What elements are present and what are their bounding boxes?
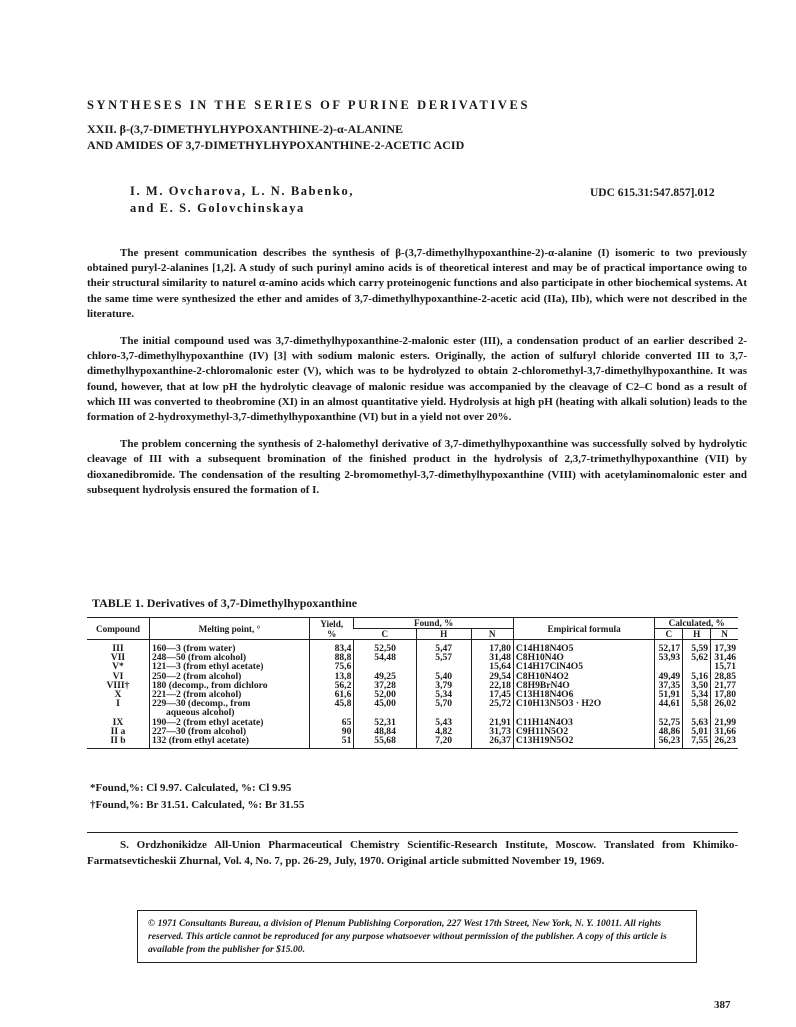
melting-point-cell: 190—2 (from ethyl acetate) — [149, 718, 309, 727]
col-melting-point: Melting point, ° — [149, 618, 309, 640]
found-h-cell: 5,57 — [416, 653, 471, 662]
formula-cell: C14H18N4O5 — [513, 640, 654, 654]
calc-n-cell: 17,39 — [711, 640, 738, 654]
table-caption: TABLE 1. Derivatives of 3,7-Dimethylhypoxanthine — [92, 596, 358, 610]
paragraph: The problem concerning the synthesis of 2-halomethyl derivative of 3,7-dimethylhypoxanthine was successfully solved by hydrolytic cleavage of III with a subsequent bromination of the finished product in the hydrolysis of 2,3,7-trimethylhypoxanthine (VII) by dioxanedibromide. The condensation of the resulting 2-bromomethyl-3,7-dimethylhypoxanthine (VIII) with acetylaminomalonic ester and subsequent hydrolysis ensured the formation of I. — [87, 438, 747, 496]
found-n-cell: 26,37 — [471, 736, 513, 749]
formula-cell: C10H13N5O3 · H2O — [513, 699, 654, 708]
found-h-cell: 7,20 — [416, 736, 471, 749]
compound-cell: VI — [112, 670, 124, 682]
paragraph: The initial compound used was 3,7-dimethylhypoxanthine-2-malonic ester (III), a condensation product of an earlier described 2-chloro-3,7-dimethylhypoxanthine (IV) [3] with sodium malonic esters. Originally, the action of sulfuryl chloride converted III to 3,7-dimethylhypoxanthine-2-chloromalonic ester (V), which was to be hydrolyzed to obtain 2-chloromethyl-3,7-dimethylhypoxanthine. It was found, however, that at low pH the hydrolytic cleavage of malonic residue was accompanied by the cleavage of C2–C bond as a result of which III was converted to theobromine (XI) in an almost quantitative yield. Hydrolysis at high pH (heating with alkali solution) leads to the formation of 2-hydroxymethyl-3,7-dimethylhypoxanthine (VI) but in a yield not over 20%. — [87, 335, 747, 424]
col-calculated: Calculated, % — [655, 618, 738, 629]
formula-cell: C8H10N4O — [513, 653, 654, 662]
page-number: 387 — [714, 999, 731, 1011]
article-title-line-2: AND AMIDES OF 3,7-DIMETHYLHYPOXANTHINE-2-ACETIC ACID — [87, 138, 465, 152]
calc-c-cell: 56,23 — [655, 736, 683, 749]
found-n-cell: 17,45 — [471, 690, 513, 699]
found-h-cell: 4,82 — [416, 727, 471, 736]
calc-n-cell: 31,46 — [711, 653, 738, 662]
col-calc-c: C — [655, 629, 683, 640]
compound-cell: IX — [112, 716, 124, 728]
found-h-cell: 5,47 — [416, 640, 471, 654]
found-n-cell: 21,91 — [471, 718, 513, 727]
calc-c-cell: 53,93 — [655, 653, 683, 662]
footnote-chlorine: *Found,%: Cl 9.97. Calculated, %: Cl 9.95 — [90, 782, 292, 794]
found-n-cell: 15,64 — [471, 662, 513, 671]
calc-n-cell: 15,71 — [711, 662, 738, 671]
compound-cell: III — [112, 643, 124, 654]
found-n-cell: 31,73 — [471, 727, 513, 736]
compound-cell: II a — [110, 725, 126, 737]
found-n-cell: 22,18 — [471, 681, 513, 690]
compound-cell: I — [116, 698, 120, 710]
col-calc-n: N — [711, 629, 738, 640]
yield-cell: 90 — [309, 727, 353, 736]
col-found-h: H — [416, 629, 471, 640]
found-h-cell: 5,34 — [416, 690, 471, 699]
found-n-cell: 29,54 — [471, 672, 513, 681]
derivatives-table — [87, 617, 738, 749]
calc-h-cell: 5,16 — [683, 672, 711, 681]
calc-h-cell: 3,50 — [683, 681, 711, 690]
formula-cell: C13H18N4O6 — [513, 690, 654, 699]
melting-point-cell: 248—50 (from alcohol) — [149, 653, 309, 662]
found-c-cell: 54,48 — [354, 653, 416, 662]
calc-h-cell: 5,59 — [683, 640, 711, 654]
col-empirical: Empirical formula — [513, 618, 654, 640]
paragraph: The present communication describes the synthesis of β-(3,7-dimethylhypoxanthine-2)-α-alanine (I) isomeric to two previously obtained puryl-2-alanines [1,2]. A study of such purinyl amino acids is of theoretical interest and may be of practical importance owing to their structural similarity to naturel α-amino acids which carry proteinogenic functions and also participate in other biochemical systems. At the same time were synthesized the ether and amides of 3,7-dimethylhypoxanthine-2-acetic acid (IIa), IIb), which were not described in the literature. — [87, 247, 747, 320]
compound-cell: VIII† — [106, 679, 130, 691]
col-found-c: C — [354, 629, 416, 640]
footnote-bromine: †Found,%: Br 31.51. Calculated, %: Br 31.55 — [90, 799, 305, 811]
yield-cell: 56,2 — [309, 681, 353, 690]
calc-c-cell: 52,17 — [655, 640, 683, 654]
found-c-cell: 52,31 — [354, 718, 416, 727]
col-yield-label: Yield, — [320, 618, 344, 629]
melting-point-cell: 221—2 (from alcohol) — [149, 690, 309, 699]
yield-cell: 75,6 — [309, 662, 353, 671]
calc-n-cell: 28,85 — [711, 672, 738, 681]
found-c-cell: 52,50 — [354, 640, 416, 654]
formula-cell: C11H14N4O3 — [513, 718, 654, 727]
found-h-cell: 5,40 — [416, 672, 471, 681]
series-title: SYNTHESES IN THE SERIES OF PURINE DERIVATIVES — [87, 98, 531, 112]
col-compound: Compound — [87, 618, 149, 640]
melting-point-cell: aqueous alcohol) — [149, 708, 309, 717]
col-yield — [309, 618, 353, 640]
col-yield-unit: % — [327, 628, 337, 639]
melting-point-cell: 229—30 (decomp., from — [149, 699, 309, 708]
copyright-box: © 1971 Consultants Bureau, a division of Plenum Publishing Corporation, 227 West 17th Street, New York, N. Y. 10011. All rights reserved. This article cannot be reproduced for any purpose whatsoever without permission of the publisher. A copy of this article is available from the publisher for $15.00. — [137, 910, 697, 963]
calc-c-cell: 51,91 — [655, 690, 683, 699]
formula-cell: C9H11N5O2 — [513, 727, 654, 736]
found-n-cell: 25,72 — [471, 699, 513, 708]
found-h-cell: 3,79 — [416, 681, 471, 690]
calc-h-cell: 7,55 — [683, 736, 711, 749]
found-h-cell: 5,43 — [416, 718, 471, 727]
compound-cell: VII — [110, 652, 126, 664]
found-c-cell: 49,25 — [354, 672, 416, 681]
formula-cell: C8H10N4O2 — [513, 672, 654, 681]
col-calc-h: H — [683, 629, 711, 640]
found-c-cell: 45,00 — [354, 699, 416, 708]
calc-h-cell: 5,63 — [683, 718, 711, 727]
calc-n-cell: 26,23 — [711, 736, 738, 749]
yield-cell: 51 — [309, 736, 353, 749]
formula-cell: C13H19N5O2 — [513, 736, 654, 749]
col-found: Found, % — [354, 618, 514, 629]
yield-cell: 65 — [309, 718, 353, 727]
authors-line-2: and E. S. Golovchinskaya — [130, 201, 305, 215]
calc-c-cell: 37,35 — [655, 681, 683, 690]
calc-n-cell: 17,80 — [711, 690, 738, 699]
found-h-cell: 5,70 — [416, 699, 471, 708]
calc-h-cell: 5,01 — [683, 727, 711, 736]
calc-c-cell: 49,49 — [655, 672, 683, 681]
melting-point-cell: 160—3 (from water) — [149, 640, 309, 654]
calc-h-cell: 5,58 — [683, 699, 711, 708]
divider — [87, 832, 738, 833]
calc-c-cell: 48,86 — [655, 727, 683, 736]
compound-cell: II b — [87, 736, 149, 749]
melting-point-cell: 132 (from ethyl acetate) — [149, 736, 309, 749]
found-c-cell: 48,84 — [354, 727, 416, 736]
found-n-cell: 31,48 — [471, 653, 513, 662]
compound-cell: V* — [112, 661, 124, 673]
yield-cell: 45,8 — [309, 699, 353, 708]
table-row — [87, 736, 738, 749]
found-c-cell: 55,68 — [354, 736, 416, 749]
yield-cell: 13,8 — [309, 672, 353, 681]
authors-line-1: I. M. Ovcharova, L. N. Babenko, — [130, 184, 355, 198]
compound-cell: X — [114, 689, 122, 701]
calc-n-cell: 21,77 — [711, 681, 738, 690]
yield-cell: 61,6 — [309, 690, 353, 699]
table-row — [87, 640, 738, 654]
calc-c-cell: 44,61 — [655, 699, 683, 708]
calc-c-cell: 52,75 — [655, 718, 683, 727]
melting-point-cell: 180 (decomp., from dichloro — [149, 681, 309, 690]
table-body — [87, 640, 738, 749]
calc-h-cell: 5,62 — [683, 653, 711, 662]
calc-n-cell: 26,02 — [711, 699, 738, 708]
yield-cell: 83,4 — [309, 640, 353, 654]
melting-point-cell: 250—2 (from alcohol) — [149, 672, 309, 681]
formula-cell: C14H17ClN4O5 — [513, 662, 654, 671]
calc-h-cell: 5,34 — [683, 690, 711, 699]
formula-cell: C8H9BrN4O — [513, 681, 654, 690]
body-text — [87, 246, 747, 498]
yield-cell: 88,8 — [309, 653, 353, 662]
found-c-cell: 52,00 — [354, 690, 416, 699]
found-n-cell: 17,80 — [471, 640, 513, 654]
col-found-n: N — [471, 629, 513, 640]
calc-n-cell: 21,99 — [711, 718, 738, 727]
calc-n-cell: 31,66 — [711, 727, 738, 736]
found-c-cell: 37,28 — [354, 681, 416, 690]
article-title-line-1: XXII. β-(3,7-DIMETHYLHYPOXANTHINE-2)-α-ALANINE — [87, 122, 404, 136]
institution-note: S. Ordzhonikidze All-Union Pharmaceutical Chemistry Scientific-Research Institute, Moscow. Translated from Khimiko-Farmatsevticheskii Zhurnal, Vol. 4, No. 7, pp. 26-29, July, 1970. Original article submitted November 19, 1969. — [87, 839, 738, 867]
melting-point-cell: 227—30 (from alcohol) — [149, 727, 309, 736]
udc-code: UDC 615.31:547.857].012 — [590, 187, 715, 199]
melting-point-cell: 121—3 (from ethyl acetate) — [149, 662, 309, 671]
